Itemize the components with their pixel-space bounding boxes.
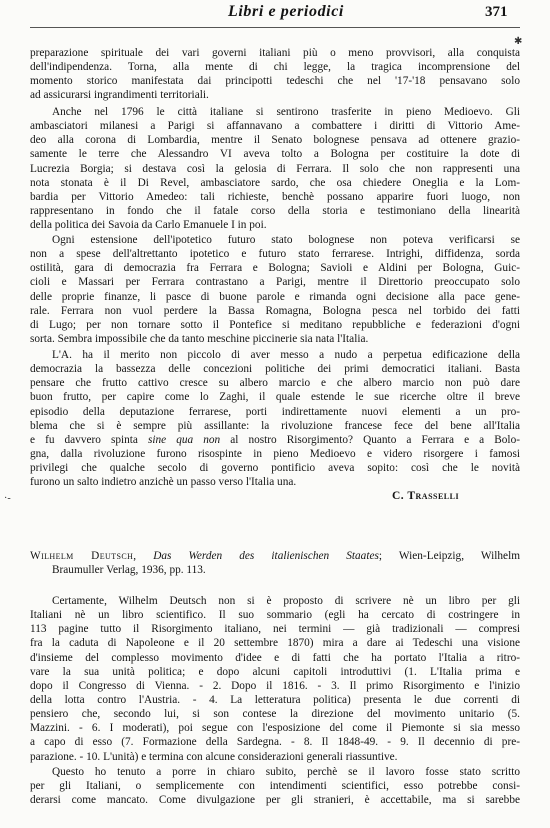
text-line: episodio della deputazione ferrarese, porti indirettamente nuovi elementi a un pro-	[30, 405, 520, 418]
text-line: dell'indipendenza. Torna, alla mente di chi legge, la tragica incomprensione del	[30, 61, 520, 74]
text-line: gna, dalla rivoluzione furono risospinte in pieno Medioevo e videro risorgere i famosi	[30, 447, 520, 460]
text-line: Questo ho tenuto a porre in chiaro subito, perchè se il lavoro fosse stato scritto	[52, 766, 520, 778]
text-line: per gli Italiani, o semplicemente con intendimenti scientifici, esso potrebbe consi-	[30, 780, 520, 793]
paragraph-merito	[30, 348, 520, 489]
text-line: ad assicurarsi ingrandimenti territoriali.	[30, 89, 209, 102]
text-fragment: al nostro Risorgimento? Quanto a Ferrara e a Bolo-	[220, 433, 520, 446]
text-line: dopo il Congresso di Vienna. - 2. Dopo il 1816. - 3. Il primo Risorgimento e l'inizio	[30, 679, 520, 692]
paragraph-1796	[30, 105, 520, 232]
text-line: a capo di esso (7. Formazione della Sardegna. - 8. Il 1848-49. - 9. Il decennio di pre-	[30, 736, 520, 749]
paragraph-certamente	[30, 594, 520, 764]
text-fragment: e fu davvero spinta	[30, 433, 148, 446]
review-signature: C. Trasselli	[392, 490, 460, 502]
latin-phrase: sine qua non	[148, 433, 221, 446]
text-line: parazione. - 10. L'unità) e termina con alcune considerazioni generali riassuntive.	[30, 750, 398, 763]
text-line	[30, 433, 520, 447]
text-line: buon frutto, per capire come lo Zaghi, il quale estende le sue ricerche oltre il breve	[30, 391, 520, 404]
text-line: cioli e Massari per Ferrara contrastano a Parigi, mentre il Direttorio preoccupato solo	[30, 276, 520, 289]
page-number: 371	[485, 4, 508, 20]
text-line: sorta. Sembra impossibile che da tanto meschine piccinerie sia nata l'Italia.	[30, 332, 369, 345]
margin-mark: ✱	[514, 36, 523, 47]
text-line: furono un salto indietro anzichè un passo verso l'Italia una.	[30, 476, 297, 489]
text-line: delle proprie finanze, li pasce di buone parole e rimanda ogni decisione alla pace gene-	[30, 290, 520, 303]
text-line: d'insieme del complesso movimento d'idee e di fatti che ha portato l'Italia a ritro-	[30, 651, 520, 664]
text-line: preparazione spirituale dei vari governi italiani più o meno provvisori, alla conquista	[30, 47, 520, 59]
review-author: Wilhelm Deutsch	[30, 550, 134, 562]
text-line: momento storico manifestata dai principotti tedeschi che nel '17-'18 pensavano solo	[30, 75, 520, 88]
text-line: rappresentano in fondo che il fatale corso della storia e testimoniano della linearità	[30, 204, 520, 217]
text-line: Certamente, Wilhelm Deutsch non si è proposto di scrivere nè un libro per gli	[52, 595, 520, 607]
text-line: vare la sua unità politica; e dopo alcuni capitoli introduttivi (1. L'Italia prima e	[30, 665, 520, 678]
review-publisher: ; Wien-Leipzig, Wilhelm	[378, 550, 520, 562]
paragraph-continuation	[30, 46, 520, 103]
paragraph-estensione	[30, 233, 520, 346]
text-line: della politica dei Savoia da Carlo Emanuele I in poi.	[30, 219, 267, 232]
header-rule	[30, 27, 520, 28]
text-line: nota stonata è il Di Revel, ambasciatore sardo, che osa chiedere Oneglia e la Lom-	[30, 176, 520, 189]
review-citation	[30, 549, 520, 577]
running-header: Libri e periodici	[228, 3, 344, 20]
text-line: samente le terre che Alessandro VI aveva tolto a Bologna per costituire la dote di	[30, 148, 520, 161]
text-line: democrazia la bassezza delle concezioni politiche dei primi democratici italiani. Basta	[30, 363, 520, 376]
margin-mark: ·-	[4, 493, 11, 504]
text-line: bardia per Vittorio Amedeo: tali richieste, benchè possano apparire fuori luogo, non	[30, 190, 520, 203]
text-line: rale. Ferrara non vuol perdere la Bassa Romagna, Bologna pesca nel torbido dei fatti	[30, 304, 520, 317]
text-line: fra la caduta di Napoleone e il 20 settembre 1870) mira a dare ai Tedeschi una visione	[30, 637, 520, 650]
text-line: pensiero che, secondo lui, si son contese la direzione del movimento unitario (5.	[30, 708, 520, 721]
text-line: blema che si è sempre più assillante: la rivoluzione francese fece del bene all'Italia	[30, 419, 520, 432]
text-line: privilegi che qualche secolo di governo pontificio aveva sopito: così che le novità	[30, 462, 520, 475]
text-line: 113 pagine tutto il Risorgimento italiano, nei termini — già tradizionali — compresi	[30, 623, 520, 636]
text-line: della lotta contro l'Austria. - 4. La letteratura politica) presenta le due correnti di	[30, 693, 520, 706]
text-line: ambasciatori milanesi a Parigi si affannavano a combattere i diritti di Vittorio Ame-	[30, 120, 520, 133]
citation-line: Wilhelm Deutsch, Das Werden des italienischen Staates; Wien-Leipzig, Wilhelm	[30, 550, 520, 562]
text-line: di Lugo; per non tornare sotto il Pontefice si meditano repubbliche e federazioni d'ogni	[30, 318, 520, 331]
text-line: Italiani nè un libro scientifico. Il suo sommario (egli ha cercato di costringere in	[30, 609, 520, 622]
citation-line: Braumuller Verlag, 1936, pp. 113.	[52, 564, 206, 577]
text-line: derarsi come mancato. Come divulgazione per gli stranieri, è accettabile, ma si sarebbe	[30, 794, 520, 807]
text-line: pensare che frutto cattivo cresce su albero marcio e che albero marcio non può dare	[30, 377, 520, 390]
text-line: Anche nel 1796 le città italiane si sentirono trasferite in pieno Medioevo. Gli	[52, 106, 520, 118]
text-line: deo alla corona di Lombardia, mentre il Senato bolognese pensava ad ottenere grazio-	[30, 134, 520, 147]
text-line: non a spese dell'altrettanto ipotetico e futuro stato ferrarese. Intrighi, diffidenza, sorda	[30, 248, 520, 261]
paragraph-questo	[30, 765, 520, 807]
text-line: L'A. ha il merito non piccolo di aver messo a nudo a perpetua edificazione della	[52, 349, 520, 361]
review-book-title: Das Werden des italienischen Staates	[153, 550, 379, 562]
text-line: Ogni estensione dell'ipotetico futuro stato bolognese non poteva verificarsi se	[52, 234, 520, 246]
text-line: Mazzini. - 6. I moderati), poi segue con l'esposizione del come il Piemonte si sia messo	[30, 722, 520, 735]
text-line: ostilità, gara di democrazia fra Ferrara e Bologna; Savioli e Aldini per Bologna, Guic-	[30, 262, 520, 275]
text-line: Lucrezia Borgia; si destava così la gelosia di Ferrara. Il solo che non rappresenti una	[30, 162, 520, 175]
